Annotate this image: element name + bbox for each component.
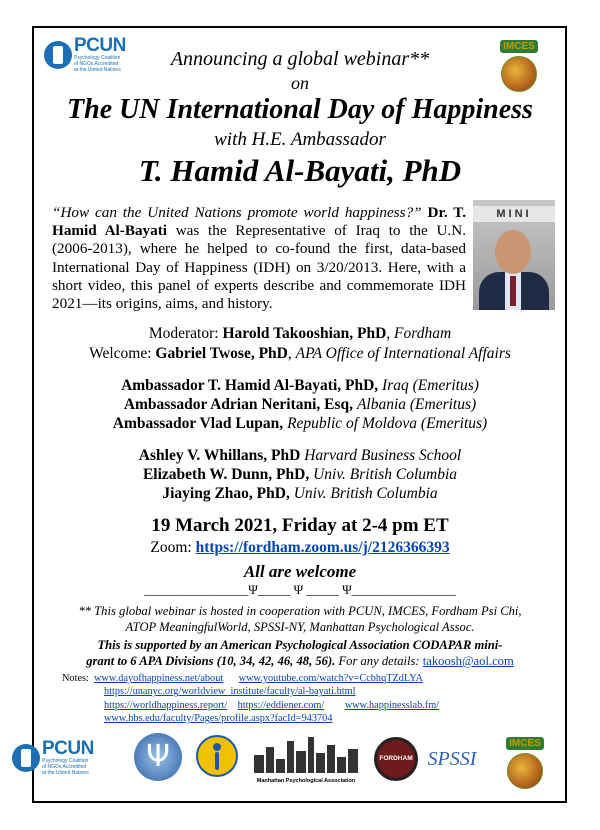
pcun-logo-bottom-subtitle-2: of NGOs Accredited <box>42 764 87 770</box>
spssi-logo-text: SPSSI <box>427 748 477 770</box>
note-link-hbs[interactable]: www.hbs.edu/faculty/Pages/profile.aspx?facId=943704 <box>104 713 333 725</box>
ambassador-name-3: Ambassador Vlad Lupan, <box>112 415 284 432</box>
announce-line: Announcing a global webinar** <box>170 48 430 70</box>
speaker-name: T. Hamid Al-Bayati, PhD <box>138 153 462 188</box>
photo-tie <box>510 276 516 306</box>
intro-quote: “How can the United Nations promote world happiness?” <box>52 204 422 221</box>
support-line-2-text: grant to 6 APA Divisions (10, 34, 42, 46, 48, 56). <box>86 654 336 668</box>
support-line-1: This is supported by an American Psychological Association CODAPAR mini- <box>97 638 503 652</box>
intro-text-2: Here, with a short video, this panel of experts describe and commemorate IDH 2021—its origins, aims, and history. <box>52 258 467 313</box>
moderator-affiliation: Fordham <box>394 325 452 342</box>
globe-icon-bottom <box>507 753 543 789</box>
intro-speaker-name: Dr. T. Hamid Al-Bayati <box>52 204 467 240</box>
welcome-line: Welcome: Gabriel Twose, PhD, APA Office of International Affairs <box>89 345 511 362</box>
ambassador-line-2 <box>0 396 600 414</box>
moderator-name: Harold Takooshian, PhD <box>222 325 387 342</box>
details-label: For any details: <box>338 654 420 668</box>
welcome-name: Gabriel Twose, PhD <box>155 345 288 362</box>
intro-text-1: was the Representative of Iraq to the U.N. (2006-2013), where he helped to co-found the first, data-based International Day of Happiness (IDH) on 3/20/2013. <box>52 222 466 276</box>
sponsor-logos-row <box>0 733 600 793</box>
ambassador-name-1: Ambassador T. Hamid Al-Bayati, PhD, <box>121 377 379 394</box>
panelist-affiliation-1: Harvard Business School <box>304 447 462 464</box>
imces-logo-name: IMCES <box>500 40 538 53</box>
ambassador-affiliation-3: Republic of Moldova (Emeritus) <box>287 415 488 432</box>
note-link-happinesslab[interactable]: www.happinesslab.fm/ <box>344 699 440 711</box>
pcun-logo-bottom-icon <box>12 744 40 772</box>
psi-glyph: Ψ <box>146 739 170 774</box>
photo-background-sign: MINI <box>473 206 555 222</box>
event-date: 19 March 2021, Friday at 2-4 pm ET <box>151 515 449 536</box>
event-title: The UN International Day of Happiness <box>67 94 533 125</box>
panelist-name-2: Elizabeth W. Dunn, PhD, <box>142 466 310 483</box>
pcun-logo-bottom-subtitle-1: Psychology Coalition <box>42 758 89 764</box>
notes-block <box>62 672 439 726</box>
welcome-label: Welcome: <box>89 345 152 362</box>
zoom-line <box>0 539 600 557</box>
moderator-line: Moderator: Harold Takooshian, PhD, Fordham <box>148 325 452 342</box>
imces-logo-bottom <box>494 733 556 789</box>
panelist-name-3: Jiaying Zhao, PhD, <box>162 485 290 502</box>
manhattan-psychological-association-logo <box>252 737 360 787</box>
spssi-logo <box>424 739 480 779</box>
contact-email-link[interactable]: takoosh@aol.com <box>422 654 514 668</box>
fordham-seal <box>374 737 418 781</box>
figure-head-icon <box>213 743 221 751</box>
pcun-logo-bottom-subtitle-3: at the United Nations <box>42 770 89 776</box>
imces-logo-bottom-name: IMCES <box>506 737 544 750</box>
moderator-label: Moderator: <box>148 325 219 342</box>
hosted-line-1: ** This global webinar is hosted in cooperation with PCUN, IMCES, Fordham Psi Chi, <box>78 604 522 618</box>
on-line: on <box>291 73 309 93</box>
panelist-affiliation-2: Univ. British Columbia <box>313 466 458 483</box>
atop-logo <box>196 735 238 777</box>
notes-label: Notes: <box>62 673 89 684</box>
ambassador-line-1 <box>0 377 600 395</box>
intro-paragraph <box>52 204 466 313</box>
ambassador-name-2: Ambassador Adrian Neritani, Esq, <box>123 396 354 413</box>
pcun-logo-bottom-name: PCUN <box>42 738 94 759</box>
note-link-worldhappiness[interactable]: https://worldhappiness.report/ <box>104 699 228 711</box>
photo-face <box>495 230 531 274</box>
ambassador-line-3 <box>0 415 600 433</box>
pcun-logo-bottom <box>12 739 94 776</box>
mpa-caption: Manhattan Psychological Association <box>256 778 356 784</box>
pcun-logo-subtitle-1: Psychology Coalition <box>74 55 121 61</box>
note-link-dayofhappiness[interactable]: www.dayofhappiness.net/about <box>94 673 224 684</box>
pcun-logo-subtitle-2: of NGOs Accredited <box>74 61 119 67</box>
psi-chi-logo <box>134 733 182 781</box>
note-link-eddiener[interactable]: https://eddiener.com/ <box>237 699 325 711</box>
panelist-line-2 <box>0 466 600 484</box>
fordham-seal-text: FORDHAM <box>379 755 413 762</box>
zoom-link[interactable]: https://fordham.zoom.us/j/2126366393 <box>195 539 450 556</box>
ambassador-affiliation-2: Albania (Emeritus) <box>356 396 477 413</box>
speaker-photo <box>473 200 555 310</box>
skyline-icon <box>252 737 360 773</box>
note-link-youtube[interactable]: www.youtube.com/watch?v=CcbhqTZdLYA <box>238 673 423 684</box>
with-line: with H.E. Ambassador <box>214 129 386 150</box>
ambassador-affiliation-1: Iraq (Emeritus) <box>382 377 479 394</box>
panelist-name-1: Ashley V. Whillans, PhD <box>138 447 301 464</box>
panelist-line-1 <box>0 447 600 465</box>
figure-body-icon <box>215 752 219 770</box>
all-welcome: All are welcome <box>243 562 357 581</box>
pcun-logo-name: PCUN <box>74 35 126 56</box>
hosted-line-2: ATOP MeaningfulWorld, SPSSI-NY, Manhattan Psychological Assoc. <box>125 620 475 634</box>
note-link-unanyc[interactable]: https://unanyc.org/worldview_institute/faculty/al-bayati.html <box>104 686 356 698</box>
zoom-label: Zoom: <box>150 539 192 556</box>
welcome-affiliation: APA Office of International Affairs <box>295 345 511 362</box>
psi-divider: ________________Ψ_____ Ψ _____ Ψ________________ <box>144 582 456 597</box>
pcun-logo-subtitle-3: at the United Nations <box>74 67 121 73</box>
panelist-affiliation-3: Univ. British Columbia <box>293 485 438 502</box>
support-line-2 <box>0 654 600 669</box>
panelist-line-3 <box>0 485 600 503</box>
